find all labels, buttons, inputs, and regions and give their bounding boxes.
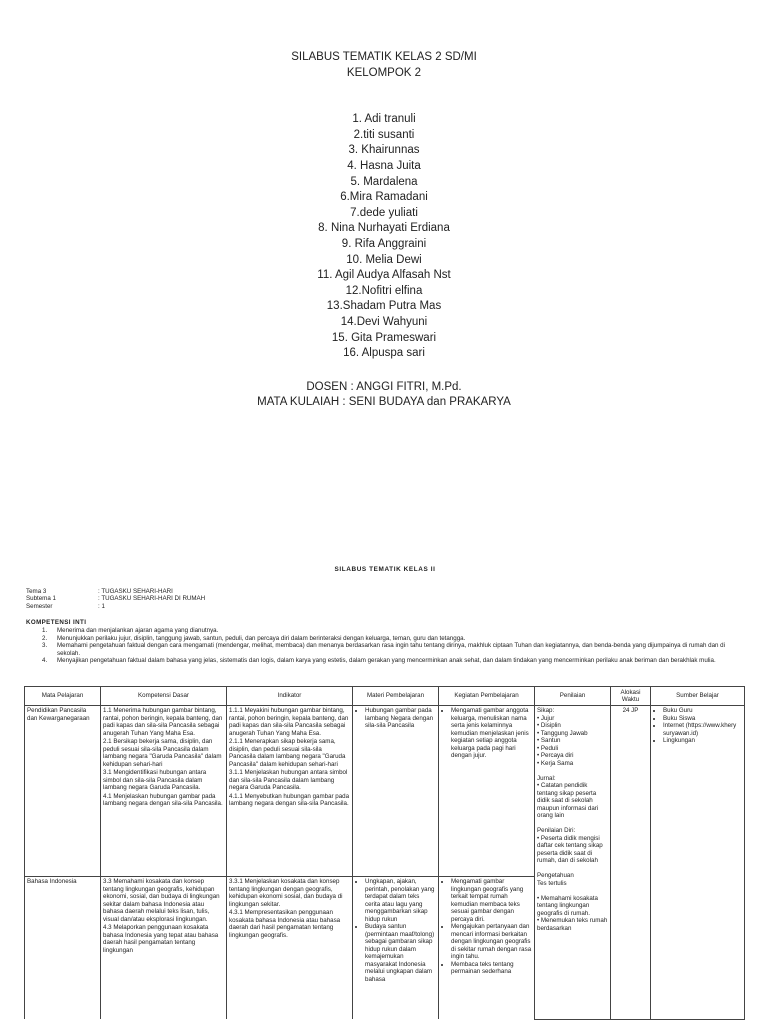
member-item: 14.Devi Wahyuni — [340, 315, 428, 328]
materi-cell: • Ungkapan, ajakan, perintah, penolakan yang terdapat dalam teks cerita atau lagu yang menggambarkan sikap hidup rukun • Budaya santun (permintaan maaf/tolong) sebagai gambaran sikap hidup rukun dalam kemajemukan masyarakat Indonesia melalui ungkapan dalam bahasa — [353, 877, 439, 1020]
syllabus-meta — [26, 588, 744, 611]
meta-row: Tema 3 : TUGASKU SEHARI-HARI — [26, 587, 173, 595]
kegiatan-cell: • Mengamati gambar lingkungan geografis yang terkait tempat rumah kemudian membaca teks sesuai gambar dengan percaya diri. • Mengajukan pertanyaan dan mencari informasi berkaitan dengan lingkungan geografis di sekitar rumah dengan rasa ingin tahu. • Membaca teks tentang permainan sederhana — [439, 877, 535, 1020]
member-item: 13.Shadam Putra Mas — [326, 300, 442, 313]
ki-item: 2. Menunjukkan perilaku jujur, disiplin, tanggung jawab, santun, peduli, dan percaya diri dalam berinteraksi dengan keluarga, teman, guru dan tetangga. — [42, 634, 466, 642]
col-header: Alokasi Waktu — [611, 687, 651, 706]
member-item: 9. Rifa Anggraini — [341, 237, 427, 250]
ki-title: KOMPETENSI INTI — [26, 619, 87, 627]
member-item: 15. Gita Prameswari — [331, 331, 437, 344]
table-row — [25, 706, 745, 877]
ki-item: 4. Menyajikan pengetahuan faktual dalam bahasa yang jelas, sistematis dan logis, dalam karya yang estetis, dalam gerakan yang mencerminkan anak sehat, dan dalam tindakan yang mencerminkan perilaku anak beriman dan berakhlak mulia. — [42, 657, 716, 665]
col-header: Kegiatan Pembelajaran — [439, 687, 535, 706]
member-item: 3. Khairunnas — [348, 144, 420, 157]
indicator-cell: 3.3.1 Menjelaskan kosakata dan konsep tentang lingkungan dengan geografis, kehidupan ekonomi sosial, dan budaya di lingkungan sekitar. 4.3.1 Mempresentasikan penggunaan kosakata bahasa Indonesia atau bahasa daerah dari hasil pengamatan tentang lingkungan geografis. — [227, 877, 353, 1020]
syllabus-header — [26, 566, 744, 665]
table-header-row — [25, 687, 745, 706]
member-item: 16. Alpuspa sari — [343, 347, 425, 360]
materi-cell: • Hubungan gambar pada lambang Negara dengan sila-sila Pancasila — [353, 706, 439, 877]
col-header: Kompetensi Dasar — [101, 687, 227, 706]
syllabus-table — [24, 686, 745, 1020]
col-header: Sumber Belajar — [651, 687, 745, 706]
lecturer-line: DOSEN : ANGGI FITRI, M.Pd. — [306, 380, 462, 393]
subject-cell: Pendidikan Pancasila dan Kewarganegaraan — [25, 706, 101, 877]
member-item: 6.Mira Ramadani — [340, 191, 428, 204]
ki-item: 3. Memahami pengetahuan faktual dengan cara mengamati (mendengar, melihat, membaca) dan menanya berdasarkan rasa ingin tahu tentang dirinya, makhluk ciptaan Tuhan dan kegiatannya, dan benda-benda yang dijumpainya di rumah dan di sekolah. — [42, 642, 725, 657]
meta-row: Subtema 1 : TUGASKU SEHARI-HARI DI RUMAH — [26, 595, 206, 603]
cover-section — [0, 50, 768, 411]
member-item: 8. Nina Nurhayati Erdiana — [318, 222, 450, 235]
member-item: 2.titi susanti — [353, 128, 415, 141]
ki-item: 1. Menerima dan menjalankan ajaran agama yang dianutnya. — [42, 626, 219, 634]
alokasi-cell: 24 JP — [611, 706, 651, 1020]
col-header: Mata Pelajaran — [25, 687, 101, 706]
col-header: Indikator — [227, 687, 353, 706]
cover-title: SILABUS TEMATIK KELAS 2 SD/MI — [291, 51, 477, 63]
kd-cell: 1.1 Menerima hubungan gambar bintang, rantai, pohon beringin, kepala banteng, dan padi kapas dan sila-sila Pancasila sebagai anugerah Tuhan Yang Maha Esa. 2.1 Bersikap bekerja sama, disiplin, dan peduli sesuai sila-sila Pancasila dalam lambang negara "Garuda Pancasila" dalam kehidupan sehari-hari 3.1 Mengidentifikasi hubungan antara simbol dan sila-sila Pancasila dalam lambang negara Garuda Pancasila. 4.1 Menjelaskan hubungan gambar pada lambang negara dengan sila-sila Pancasila. — [101, 706, 227, 877]
member-item: 4. Hasna Juita — [347, 159, 421, 172]
kd-cell: 3.3 Memahami kosakata dan konsep tentang lingkungan geografis, kehidupan ekonomi, sosial, dan budaya di lingkungan sekitar dalam bahasa Indonesia atau bahasa daerah melalui teks lisan, tulis, visual dan/atau eksplorasi lingkungan. 4.3 Melaporkan penggunaan kosakata bahasa Indonesia yang tepat atau bahasa daerah hasil pengamatan tentang lingkungan — [101, 877, 227, 1020]
col-header: Materi Pembelajaran — [353, 687, 439, 706]
course-line: MATA KULAIAH : SENI BUDAYA dan PRAKARYA — [257, 396, 511, 409]
indicator-cell: 1.1.1 Meyakini hubungan gambar bintang, rantai, pohon beringin, kepala banteng, dan padi kapas dan sila-sila Pancasila sebagai anugerah Tuhan Yang Maha Esa. 2.1.1 Menerapkan sikap bekerja sama, disiplin, dan peduli sesuai sila-sila Pancasila dalam lambang negara "Garuda Pancasila" dalam kehidupan sehari-hari 3.1.1 Menjelaskan hubungan antara simbol dan sila-sila Pancasila dalam lambang negara Garuda Pancasila. 4.1.1 Menyebutkan hubungan gambar pada lambang negara dengan sila-sila Pancasila. — [227, 706, 353, 877]
sumber-cell: • Buku Guru • Buku Siswa • Internet (https://www.khery suryawan.id) • Lingkungan — [651, 706, 745, 1020]
penilaian-cell: Sikap: • Jujur • Disiplin • Tanggung Jawab • Santun • Peduli • Percaya diri • Kerja Sama Jurnal: • Catatan pendidik tentang sikap peserta didik saat di sekolah maupun informasi dari orang lain Penilaian Diri: • Peserta didik mengisi daftar cek tentang sikap peserta didik saat di rumah, dan di sekolah Pengetahuan Tes tertulis • Memahami kosakata tentang lingkungan geografis di rumah. • Menemukan teks rumah berdasarkan — [535, 706, 611, 1020]
subject-cell: Bahasa Indonesia — [25, 877, 101, 1020]
member-list — [0, 112, 768, 362]
ki-list — [26, 627, 744, 665]
col-header: Penilaian — [535, 687, 611, 706]
syllabus-title: SILABUS TEMATIK KELAS II — [334, 566, 436, 573]
member-item: 11. Agil Audya Alfasah Nst — [317, 269, 451, 282]
meta-row: Semester : 1 — [26, 602, 105, 610]
kegiatan-cell: • Mengamati gambar anggota keluarga, menuliskan nama serta jenis kelaminnya kemudian menjelaskan jenis kegiatan setiap anggota keluarga pada pagi hari dengan jujur. — [439, 706, 535, 877]
member-item: 7.dede yuliati — [350, 206, 418, 219]
cover-group: KELOMPOK 2 — [346, 66, 422, 79]
member-item: 12.Nofitri elfina — [345, 284, 423, 297]
member-item: 5. Mardalena — [350, 175, 418, 188]
member-item: 1. Adi tranuli — [352, 113, 416, 126]
member-item: 10. Melia Dewi — [346, 253, 422, 266]
